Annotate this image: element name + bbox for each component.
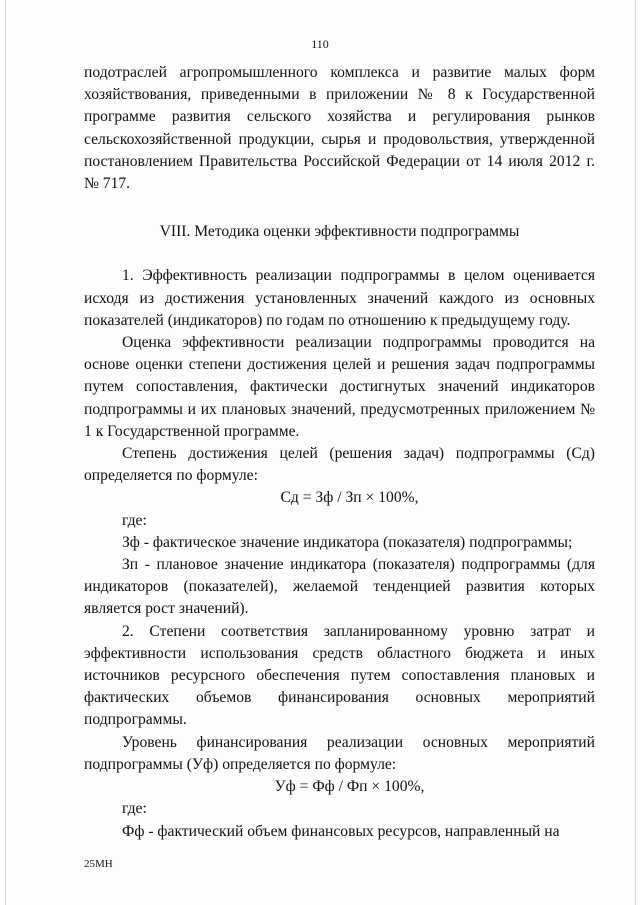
where-label-2: где:	[122, 800, 147, 818]
definition-ff: Фф - фактический объем финансовых ресурсов, направленный на	[122, 822, 560, 840]
scan-edge-left	[5, 0, 6, 905]
document-body	[84, 62, 595, 843]
section-heading: VIII. Методика оценки эффективности подпрограммы	[159, 223, 520, 241]
definition-zp: Зп - плановое значение индикатора (показателя) подпрограммы (для индикаторов (показателей), желаемой тенденцией развития которых является рост значений).	[84, 556, 595, 618]
scan-edge-right	[635, 0, 636, 905]
formula-uf: Уф = Фф / Фп × 100%,	[274, 778, 425, 796]
formula-sd: Сд = Зф / Зп × 100%,	[280, 489, 419, 507]
paragraph-item-2: 2. Степени соответствия запланированному уровню затрат и эффективности использования средств областного бюджета и иных источников ресурсного обеспечения путем сопоставления плановых и фактических объемов финансирования основных мероприятий подпрограммы.	[84, 622, 595, 729]
paragraph-funding-level: Уровень финансирования реализации основных мероприятий подпрограммы (Уф) определяется по формуле:	[84, 733, 595, 773]
paragraph-goal-degree: Степень достижения целей (решения задач) подпрограммы (Сд) определяется по формуле:	[84, 445, 595, 485]
page-number: 110	[311, 37, 329, 51]
definition-zf: Зф - фактическое значение индикатора (показателя) подпрограммы;	[122, 533, 573, 551]
footer-code: 25МН	[84, 858, 113, 870]
paragraph-evaluation: Оценка эффективности реализации подпрограммы проводится на основе оценки степени достижения целей и решения задач подпрограммы путем сопоставления, фактически достигнутых значений индикаторов подпрограммы и их плановых значений, предусмотренных приложением № 1 к Государственной программе.	[84, 334, 595, 440]
where-label-1: где:	[122, 511, 147, 529]
paragraph-continuation: подотраслей агропромышленного комплекса и развитие малых форм хозяйствования, приведенными в приложении № 8 к Государственной программе развития сельского хозяйства и регулирования рынков сельскохозяйственной продукции, сырья и продовольствия, утвержденной постановлением Правительства Российской Федерации от 14 июля 2012 г. № 717.	[84, 64, 595, 193]
paragraph-item-1: 1. Эффективность реализации подпрограммы в целом оценивается исходя из достижения установленных значений каждого из основных показателей (индикаторов) по годам по отношению к предыдущему году.	[84, 267, 595, 329]
